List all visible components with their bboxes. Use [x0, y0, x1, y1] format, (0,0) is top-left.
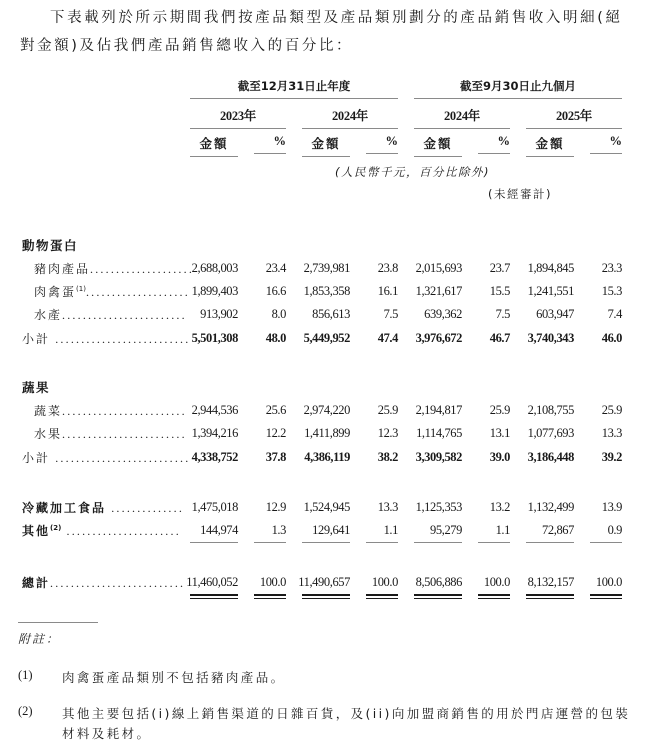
cell-amount-2023: 913,902	[200, 307, 238, 321]
cell-pct-2024: 25.9	[377, 403, 398, 417]
cell-amount-2023: 1,394,216	[191, 426, 238, 440]
cell-pct-2023: 25.6	[265, 403, 286, 417]
col-header-amount: 金額	[414, 134, 462, 157]
section-title-fruits-vegetables: 蔬果	[22, 380, 51, 395]
cell-pct-2023: 48.0	[265, 331, 286, 345]
table-row	[0, 499, 650, 517]
footnote-marker: (2)	[50, 524, 62, 532]
row-label: 其他	[22, 524, 51, 538]
cell-amount-2023: 4,338,752	[191, 450, 238, 464]
cell-pct-2025-9m: 39.2	[601, 450, 622, 464]
col-header-pct: %	[254, 134, 286, 154]
underline	[190, 542, 238, 543]
group-header-nine-months: 截至9月30日止九個月	[414, 78, 622, 99]
cell-pct-2024: 38.2	[377, 450, 398, 464]
table-row	[0, 522, 650, 540]
leader-dots: ....................	[90, 262, 194, 276]
cell-pct-2024-9m: 13.2	[489, 500, 510, 514]
cell-amount-2025-9m: 72,867	[542, 523, 574, 537]
cell-pct-2024: 7.5	[383, 307, 398, 321]
year-header-2023: 2023年	[190, 106, 286, 129]
cell-pct-2025-9m: 13.3	[601, 426, 622, 440]
cell-amount-2023: 11,460,052	[186, 575, 238, 589]
cell-amount-2024-9m: 1,125,353	[415, 500, 462, 514]
cell-pct-2024-9m: 1.1	[495, 523, 510, 537]
col-header-amount: 金額	[302, 134, 350, 157]
leader-dots: ..........................	[50, 451, 191, 465]
row-label: 冷藏加工食品	[22, 501, 107, 515]
cell-pct-2024-9m: 46.7	[489, 331, 510, 345]
cell-pct-2023: 8.0	[271, 307, 286, 321]
leader-dots: ..........................	[50, 576, 186, 590]
cell-pct-2024: 100.0	[371, 575, 398, 589]
cell-pct-2025-9m: 13.9	[601, 500, 622, 514]
year-header-2024-9m: 2024年	[414, 106, 510, 129]
double-underline	[526, 594, 574, 599]
row-label: 蔬菜	[34, 404, 63, 418]
double-underline	[478, 594, 510, 599]
cell-pct-2023: 100.0	[259, 575, 286, 589]
cell-amount-2023: 2,688,003	[191, 261, 238, 275]
cell-pct-2024: 47.4	[377, 331, 398, 345]
leader-dots: ........................	[62, 404, 187, 418]
cell-amount-2024: 1,853,358	[303, 284, 350, 298]
cell-pct-2023: 12.2	[265, 426, 286, 440]
double-underline	[414, 594, 462, 599]
cell-amount-2025-9m: 3,740,343	[527, 331, 574, 345]
cell-pct-2024-9m: 25.9	[489, 403, 510, 417]
footnote-divider	[18, 622, 98, 623]
unit-note: (人民幣千元，百分比除外)	[335, 165, 490, 179]
unaudited-note: (未經審計)	[488, 187, 552, 201]
subtotal-row	[0, 449, 650, 467]
year-header-2025-9m: 2025年	[526, 106, 622, 129]
subtotal-row	[0, 330, 650, 348]
row-label: 肉禽蛋	[34, 285, 77, 299]
leader-dots: ........................	[62, 308, 187, 322]
cell-pct-2024-9m: 100.0	[483, 575, 510, 589]
underline	[414, 542, 462, 543]
cell-pct-2024: 23.8	[377, 261, 398, 275]
cell-amount-2024-9m: 1,114,765	[416, 426, 462, 440]
row-label: 小計	[22, 451, 51, 465]
cell-pct-2024: 13.3	[377, 500, 398, 514]
cell-amount-2024: 1,524,945	[303, 500, 350, 514]
footnote-marker: (1)	[18, 668, 33, 682]
cell-amount-2024-9m: 3,309,582	[415, 450, 462, 464]
cell-pct-2024-9m: 15.5	[489, 284, 510, 298]
cell-amount-2025-9m: 2,108,755	[527, 403, 574, 417]
row-label: 水果	[34, 427, 63, 441]
underline	[366, 542, 398, 543]
cell-amount-2023: 2,944,536	[191, 403, 238, 417]
cell-amount-2024: 856,613	[312, 307, 350, 321]
group-header-fiscal-year: 截至12月31日止年度	[190, 78, 398, 99]
cell-amount-2025-9m: 8,132,157	[527, 575, 574, 589]
cell-pct-2025-9m: 100.0	[595, 575, 622, 589]
leader-dots: ....................	[85, 285, 190, 299]
col-header-pct: %	[478, 134, 510, 154]
cell-pct-2023: 16.6	[265, 284, 286, 298]
intro-paragraph: 下表載列於所示期間我們按產品類型及產品類別劃分的產品銷售收入明細(絕對金額)及佔我們產品銷售總收入的百分比：	[20, 10, 623, 54]
cell-pct-2024: 12.3	[377, 426, 398, 440]
cell-amount-2024-9m: 639,362	[424, 307, 462, 321]
col-header-pct: %	[590, 134, 622, 154]
col-header-amount: 金額	[190, 134, 238, 157]
cell-pct-2025-9m: 46.0	[601, 331, 622, 345]
cell-amount-2024-9m: 1,321,617	[415, 284, 462, 298]
total-row	[0, 574, 650, 592]
cell-amount-2025-9m: 1,077,693	[527, 426, 574, 440]
row-label: 水產	[34, 308, 63, 322]
underline	[478, 542, 510, 543]
double-underline	[366, 594, 398, 599]
leader-dots: ......................	[61, 524, 181, 538]
cell-amount-2025-9m: 3,186,448	[527, 450, 574, 464]
leader-dots: ........................	[62, 427, 187, 441]
cell-pct-2025-9m: 7.4	[607, 307, 622, 321]
cell-pct-2023: 1.3	[271, 523, 286, 537]
cell-amount-2024-9m: 3,976,672	[415, 331, 462, 345]
table-row	[0, 425, 650, 443]
leader-dots: ..............	[106, 501, 185, 515]
year-header-2024-fy: 2024年	[302, 106, 398, 129]
col-header-amount: 金額	[526, 134, 574, 157]
cell-pct-2023: 37.8	[265, 450, 286, 464]
leader-dots: ..........................	[50, 332, 191, 346]
cell-pct-2025-9m: 15.3	[601, 284, 622, 298]
cell-amount-2024-9m: 8,506,886	[415, 575, 462, 589]
cell-amount-2024: 129,641	[312, 523, 350, 537]
cell-amount-2024-9m: 2,194,817	[415, 403, 462, 417]
cell-amount-2024: 11,490,657	[298, 575, 350, 589]
footnote-text: 其他主要包括(i)線上銷售渠道的日雜百貨，及(ii)向加盟商銷售的用於門店運營的包裝材料及耗材。	[62, 706, 631, 741]
cell-amount-2024: 5,449,952	[303, 331, 350, 345]
cell-amount-2024-9m: 2,015,693	[415, 261, 462, 275]
cell-amount-2024: 2,739,981	[303, 261, 350, 275]
cell-amount-2023: 1,475,018	[191, 500, 238, 514]
underline	[302, 542, 350, 543]
cell-pct-2024: 1.1	[383, 523, 398, 537]
double-underline	[590, 594, 622, 599]
cell-amount-2024: 4,386,119	[304, 450, 350, 464]
cell-amount-2025-9m: 1,241,551	[527, 284, 574, 298]
cell-amount-2024: 1,411,899	[304, 426, 350, 440]
row-label: 小計	[22, 332, 51, 346]
table-row	[0, 283, 650, 301]
cell-amount-2025-9m: 1,894,845	[527, 261, 574, 275]
double-underline	[302, 594, 350, 599]
table-row	[0, 260, 650, 278]
cell-pct-2023: 23.4	[265, 261, 286, 275]
footnote-text: 肉禽蛋產品類別不包括豬肉產品。	[62, 670, 286, 685]
cell-pct-2025-9m: 0.9	[607, 523, 622, 537]
cell-pct-2024: 16.1	[377, 284, 398, 298]
cell-pct-2025-9m: 25.9	[601, 403, 622, 417]
cell-amount-2024: 2,974,220	[303, 403, 350, 417]
row-label: 豬肉產品	[34, 262, 91, 276]
double-underline	[254, 594, 286, 599]
underline	[526, 542, 574, 543]
notes-title: 附註：	[18, 632, 61, 646]
cell-amount-2023: 1,899,403	[191, 284, 238, 298]
table-row	[0, 306, 650, 324]
underline	[254, 542, 286, 543]
cell-pct-2025-9m: 23.3	[601, 261, 622, 275]
row-label: 總計	[22, 576, 51, 590]
cell-amount-2024-9m: 95,279	[430, 523, 462, 537]
cell-pct-2024-9m: 39.0	[489, 450, 510, 464]
cell-amount-2023: 144,974	[200, 523, 238, 537]
col-header-pct: %	[366, 134, 398, 154]
underline	[590, 542, 622, 543]
section-title-animal-protein: 動物蛋白	[22, 238, 79, 253]
cell-pct-2024-9m: 13.1	[489, 426, 510, 440]
cell-amount-2025-9m: 1,132,499	[527, 500, 574, 514]
footnote-marker: (1)	[76, 285, 86, 293]
table-row	[0, 402, 650, 420]
cell-pct-2024-9m: 7.5	[495, 307, 510, 321]
footnote-marker: (2)	[18, 704, 33, 718]
cell-amount-2025-9m: 603,947	[536, 307, 574, 321]
cell-amount-2023: 5,501,308	[191, 331, 238, 345]
cell-pct-2024-9m: 23.7	[489, 261, 510, 275]
cell-pct-2023: 12.9	[265, 500, 286, 514]
double-underline	[190, 594, 238, 599]
